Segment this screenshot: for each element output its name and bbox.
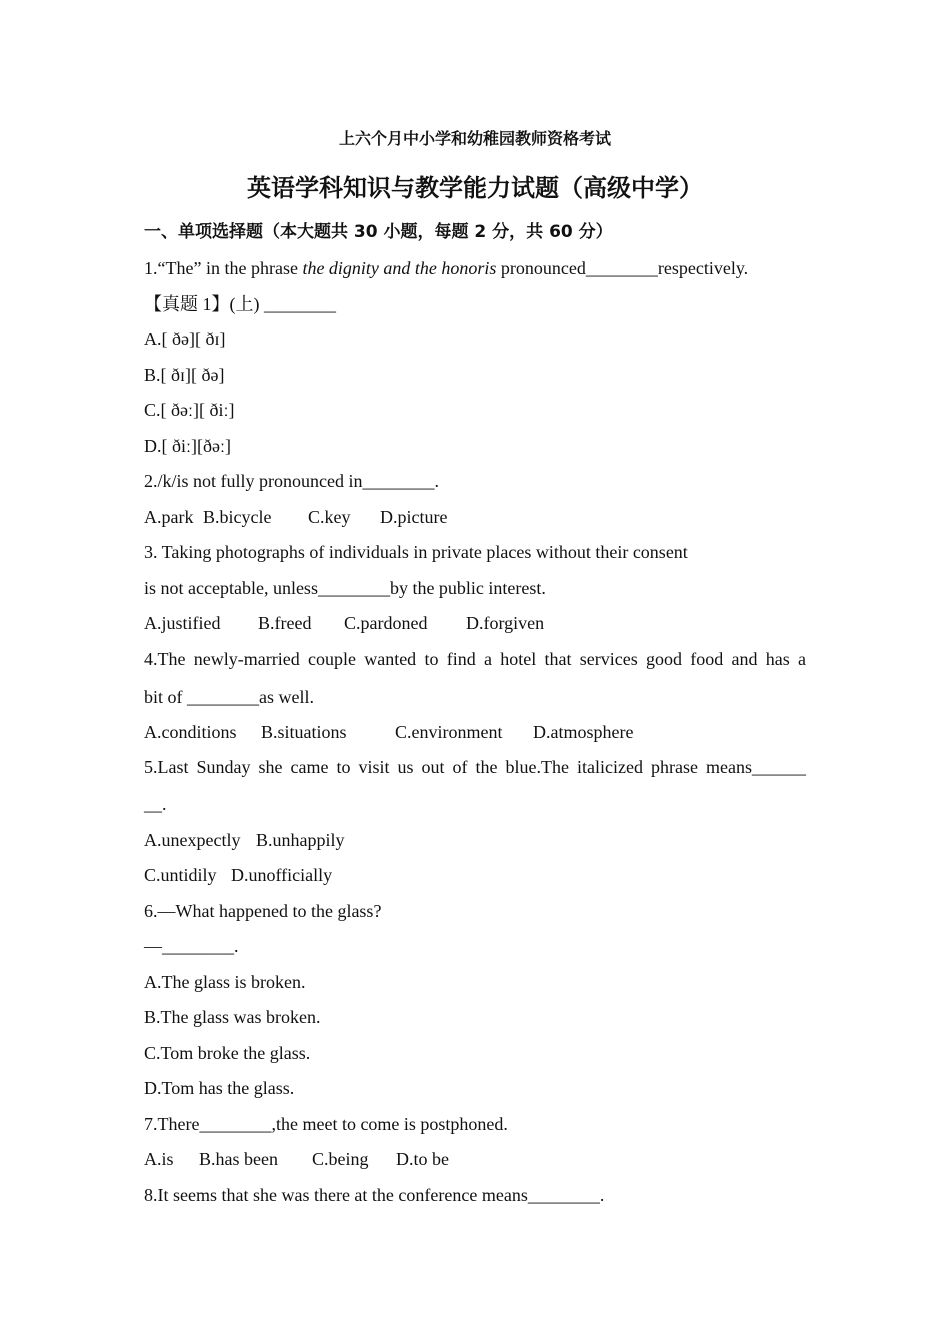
q7-option-c: C.being bbox=[312, 1149, 369, 1169]
q2-option-b: B.bicycle bbox=[203, 507, 272, 527]
q5-option-c: C.untidily bbox=[144, 865, 217, 885]
q3-options bbox=[144, 611, 806, 635]
q2-option-a: A.park bbox=[144, 507, 194, 527]
question-6-stem-line1: 6.—What happened to the glass? bbox=[144, 901, 382, 921]
question-1-tag: 【真题 1】(上) ________ bbox=[144, 294, 336, 314]
question-7-stem: 7.There________,the meet to come is postphoned. bbox=[144, 1114, 508, 1134]
question-8-stem: 8.It seems that she was there at the conference means________. bbox=[144, 1185, 605, 1205]
question-5-stem-line2: __. bbox=[144, 794, 167, 814]
q3-option-a: A.justified bbox=[144, 613, 221, 633]
q7-option-a: A.is bbox=[144, 1149, 174, 1169]
exam-subtitle: 上六个月中小学和幼稚园教师资格考试 bbox=[338, 129, 611, 148]
section-heading: 一、单项选择题（本大题共 30 小题，每题 2 分，共 60 分） bbox=[144, 222, 613, 242]
q1-text-post: pronounced________respectively. bbox=[496, 258, 749, 278]
q4-option-a: A.conditions bbox=[144, 722, 237, 742]
question-3-stem-line1: 3. Taking photographs of individuals in private places without their consent bbox=[144, 542, 688, 562]
question-2-stem: 2./k/is not fully pronounced in________. bbox=[144, 471, 439, 491]
question-1-stem bbox=[144, 256, 806, 280]
q1-italic-phrase: the dignity and the honoris bbox=[302, 258, 497, 278]
q1-option-b: B.[ ðɪ][ ðə] bbox=[144, 365, 225, 385]
q6-option-c: C.Tom broke the glass. bbox=[144, 1043, 311, 1063]
q2-option-c: C.key bbox=[308, 507, 351, 527]
question-6-stem-line2: —________. bbox=[144, 936, 239, 956]
q6-option-b: B.The glass was broken. bbox=[144, 1007, 321, 1027]
q1-text-pre: 1.“The” in the phrase bbox=[144, 258, 303, 278]
q2-option-d: D.picture bbox=[380, 507, 448, 527]
question-4-stem-line2: bit of ________as well. bbox=[144, 687, 314, 707]
q5-options-row1 bbox=[144, 828, 806, 852]
q1-option-d: D.[ ðiː][ðəː] bbox=[144, 436, 231, 456]
q5-options-row2 bbox=[144, 863, 806, 887]
q4-option-c: C.environment bbox=[395, 722, 503, 742]
q1-option-a: A.[ ðə][ ðɪ] bbox=[144, 329, 226, 349]
q6-option-d: D.Tom has the glass. bbox=[144, 1078, 295, 1098]
q4-options bbox=[144, 720, 806, 744]
question-3-stem-line2: is not acceptable, unless________by the public interest. bbox=[144, 578, 546, 598]
q5-option-a: A.unexpectly bbox=[144, 830, 241, 850]
q4-option-b: B.situations bbox=[261, 722, 347, 742]
q1-option-c: C.[ ðəː][ ðiː] bbox=[144, 400, 235, 420]
q2-options bbox=[144, 505, 806, 529]
q3-option-b: B.freed bbox=[258, 613, 312, 633]
q7-option-d: D.to be bbox=[396, 1149, 449, 1169]
q5-option-b: B.unhappily bbox=[256, 830, 345, 850]
q5-option-d: D.unofficially bbox=[231, 865, 333, 885]
q7-option-b: B.has been bbox=[199, 1149, 278, 1169]
q3-option-c: C.pardoned bbox=[344, 613, 428, 633]
q4-option-d: D.atmosphere bbox=[533, 722, 634, 742]
question-4-stem-line1: 4.The newly-married couple wanted to find a hotel that services good food and has a bbox=[144, 649, 806, 669]
q7-options bbox=[144, 1147, 806, 1171]
q3-option-d: D.forgiven bbox=[466, 613, 545, 633]
question-5-stem-line1: 5.Last Sunday she came to visit us out of the blue.The italicized phrase means______ bbox=[144, 757, 806, 777]
exam-title: 英语学科知识与教学能力试题（高级中学） bbox=[247, 174, 703, 202]
q6-option-a: A.The glass is broken. bbox=[144, 972, 306, 992]
